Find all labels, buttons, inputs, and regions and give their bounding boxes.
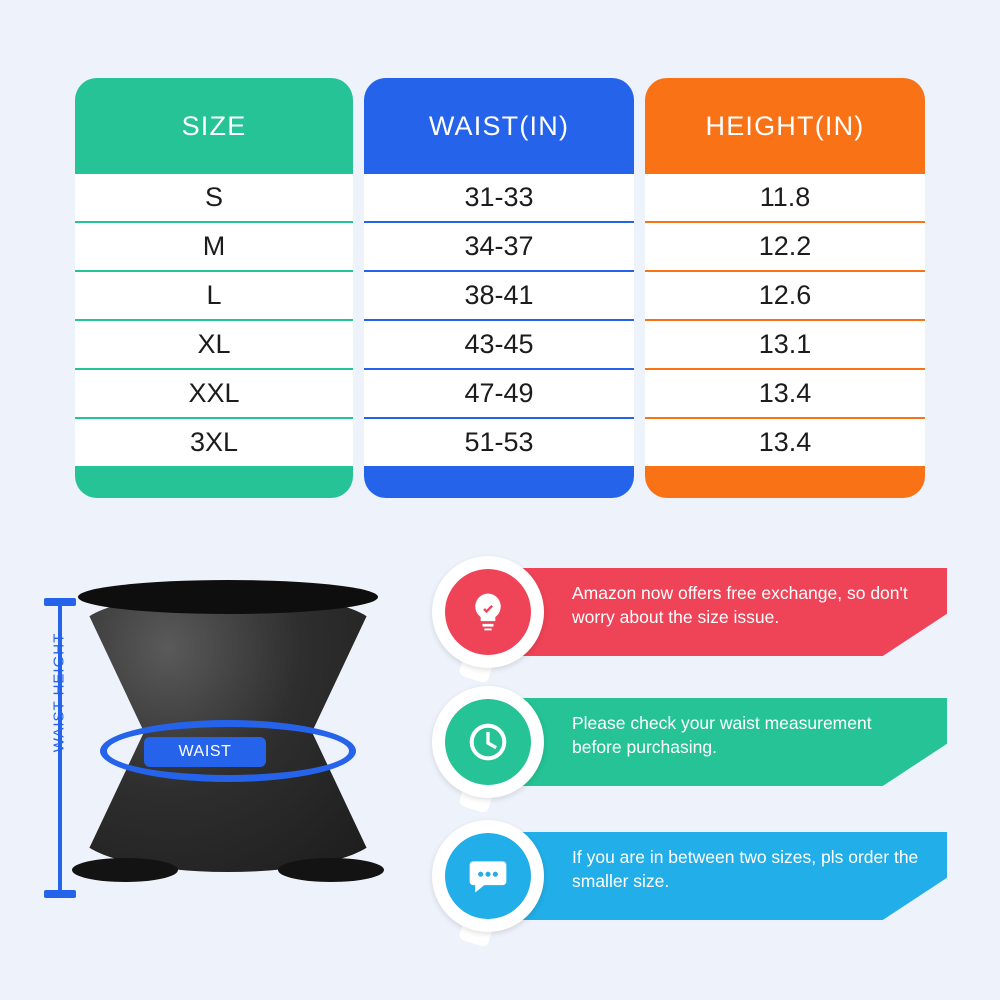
table-cell: 51-53 bbox=[364, 419, 634, 466]
lightbulb-check-icon bbox=[445, 569, 531, 655]
table-cell: XXL bbox=[75, 370, 353, 417]
column-cells-waist bbox=[364, 174, 634, 498]
note-text: Please check your waist measurement before purchasing. bbox=[572, 713, 872, 757]
table-cell: S bbox=[75, 174, 353, 221]
waist-label: WAIST bbox=[144, 737, 266, 767]
waist-height-gauge bbox=[36, 598, 84, 898]
table-cell: 3XL bbox=[75, 419, 353, 466]
note-item bbox=[432, 820, 947, 936]
note-item bbox=[432, 686, 947, 802]
table-cell: 13.4 bbox=[645, 419, 925, 466]
column-header-waist: WAIST(IN) bbox=[428, 110, 570, 141]
table-cell: 12.2 bbox=[645, 223, 925, 270]
belt-bottom-right-edge bbox=[278, 858, 384, 882]
clock-icon bbox=[445, 699, 531, 785]
note-item bbox=[432, 556, 947, 672]
note-icon-bubble bbox=[432, 556, 544, 668]
waist-height-label: WAIST HEIGHT bbox=[50, 632, 68, 753]
note-icon-bubble bbox=[432, 686, 544, 798]
waist-trainer-belt-image bbox=[78, 592, 378, 872]
gauge-cap-top-icon bbox=[44, 598, 76, 606]
column-header-size: SIZE bbox=[181, 110, 247, 141]
column-cells-size bbox=[75, 174, 353, 498]
table-cell: 13.1 bbox=[645, 321, 925, 368]
belt-top-edge bbox=[78, 580, 378, 614]
table-cell: 12.6 bbox=[645, 272, 925, 319]
table-cell: XL bbox=[75, 321, 353, 368]
table-cell: 43-45 bbox=[364, 321, 634, 368]
size-chart-column-waist bbox=[364, 78, 634, 498]
gauge-cap-bottom-icon bbox=[44, 890, 76, 898]
table-cell: 34-37 bbox=[364, 223, 634, 270]
column-header-height: HEIGHT(IN) bbox=[705, 110, 865, 141]
size-chart-column-size bbox=[75, 78, 353, 498]
table-cell: 31-33 bbox=[364, 174, 634, 221]
table-cell: 13.4 bbox=[645, 370, 925, 417]
belt-bottom-left-edge bbox=[72, 858, 178, 882]
table-cell: L bbox=[75, 272, 353, 319]
note-text: If you are in between two sizes, pls order the smaller size. bbox=[572, 847, 919, 891]
size-chart-table bbox=[75, 78, 925, 498]
notes-list bbox=[432, 556, 952, 966]
product-illustration bbox=[20, 560, 440, 980]
note-text: Amazon now offers free exchange, so don't worry about the size issue. bbox=[572, 583, 908, 627]
note-icon-bubble bbox=[432, 820, 544, 932]
table-cell: 38-41 bbox=[364, 272, 634, 319]
chat-bubble-icon bbox=[445, 833, 531, 919]
table-cell: 11.8 bbox=[645, 174, 925, 221]
column-cells-height bbox=[645, 174, 925, 498]
table-cell: 47-49 bbox=[364, 370, 634, 417]
size-chart-column-height bbox=[645, 78, 925, 498]
table-cell: M bbox=[75, 223, 353, 270]
